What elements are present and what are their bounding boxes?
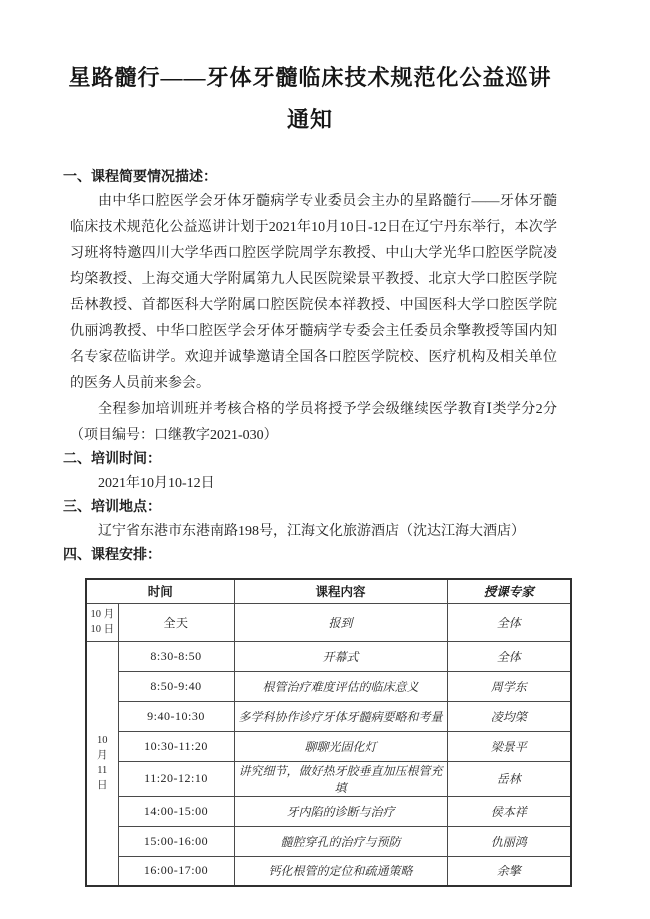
time-cell: 15:00-16:00 [118,826,234,856]
paragraph-course-description: 由中华口腔医学会牙体牙髓病学专业委员会主办的星路髓行——牙体牙髓临床技术规范化公益巡讲计划于2021年10月10日-12日在辽宁丹东举行，本次学习班将特邀四川大学华西口腔医学院周学东教授、中山大学光华口腔医学院凌均棨教授、上海交通大学附属第九人民医院梁景平教授、北京大学口腔医学院岳林教授、首都医科大学附属口腔医院侯本祥教授、中国医科大学口腔医学院仇丽鸿教授、中华口腔医学会牙体牙髓病学专委会主任委员余擎教授等国内知名专家莅临讲学。欢迎并诚挚邀请全国各口腔医学院校、医疗机构及相关单位的医务人员前来参会。 [70,194,557,391]
content-cell: 多学科协作诊疗牙体牙髓病要略和考量 [234,701,447,731]
section-2-body [70,471,557,497]
expert-cell: 仇丽鸿 [447,826,571,856]
content-cell: 聊聊光固化灯 [234,731,447,761]
column-header-expert: 授课专家 [447,579,571,603]
date-cell-oct-10 [86,603,118,641]
column-header-content: 课程内容 [234,579,447,603]
time-cell: 10:30-11:20 [118,731,234,761]
content-cell: 牙内陷的诊断与治疗 [234,796,447,826]
title-line-1: 星路髓行——牙体牙髓临床技术规范化公益巡讲 [68,65,552,90]
date-line: 日 [97,780,108,792]
time-cell: 8:30-8:50 [118,641,234,671]
expert-cell: 梁景平 [447,731,571,761]
section-3-body [70,519,557,545]
expert-cell: 凌均棨 [447,701,571,731]
section-1-body [70,189,557,449]
section-heading-3: 三、培训地点： [63,500,161,515]
table-row [86,731,571,761]
section-heading-1: 一、课程简要情况描述： [63,170,217,185]
table-row [86,641,571,671]
training-location-text: 辽宁省东港市东港南路198号，江海文化旅游酒店（沈达江海大酒店） [98,524,525,539]
expert-cell: 周学东 [447,671,571,701]
column-header-time: 时间 [86,579,234,603]
date-line: 10 [97,735,108,747]
table-row [86,826,571,856]
table-row [86,603,571,641]
time-cell: 9:40-10:30 [118,701,234,731]
content-cell: 髓腔穿孔的治疗与预防 [234,826,447,856]
document-content [63,57,557,887]
date-line: 月 [97,750,108,762]
date-line: 10 日 [90,624,115,635]
expert-cell: 全体 [447,603,571,641]
course-schedule-table [85,578,572,887]
expert-cell: 岳林 [447,761,571,796]
content-cell: 报到 [234,603,447,641]
table-row [86,761,571,796]
section-heading-4: 四、课程安排： [63,548,161,563]
time-cell: 8:50-9:40 [118,671,234,701]
table-row [86,671,571,701]
document-title [63,57,557,141]
date-cell-oct-11 [86,641,118,886]
expert-cell: 侯本祥 [447,796,571,826]
content-cell: 讲究细节，做好热牙胶垂直加压根管充填 [234,761,447,796]
table-row [86,856,571,886]
content-cell: 钙化根管的定位和疏通策略 [234,856,447,886]
time-cell: 11:20-12:10 [118,761,234,796]
title-line-2: 通知 [286,107,333,132]
table-header-row [86,579,571,603]
expert-cell: 全体 [447,641,571,671]
table-row [86,701,571,731]
time-cell: 16:00-17:00 [118,856,234,886]
content-cell: 根管治疗难度评估的临床意义 [234,671,447,701]
time-cell: 全天 [118,603,234,641]
date-line: 11 [97,765,108,777]
table-row [86,796,571,826]
time-cell: 14:00-15:00 [118,796,234,826]
training-time-text: 2021年10月10-12日 [98,476,215,491]
paragraph-credit-info: 全程参加培训班并考核合格的学员将授予学会级继续医学教育Ⅰ类学分2分（项目编号：口继教字2021-030） [70,402,557,443]
section-heading-2: 二、培训时间： [63,452,161,467]
date-line: 10 月 [90,609,115,620]
expert-cell: 余擎 [447,856,571,886]
content-cell: 开幕式 [234,641,447,671]
